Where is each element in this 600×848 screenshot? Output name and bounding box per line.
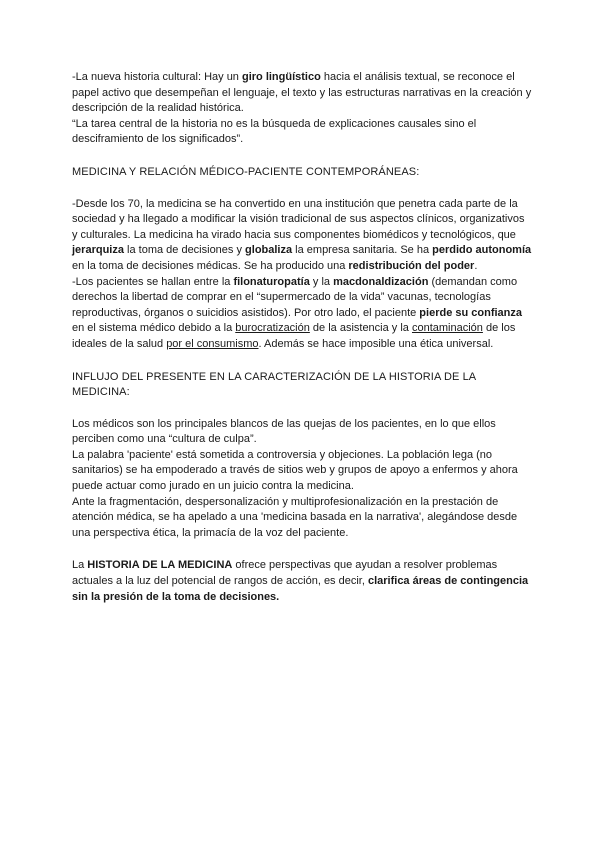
paragraph-cultural-history	[72, 70, 532, 117]
underlined-term: burocratización	[235, 322, 310, 335]
text-run: .	[474, 259, 478, 272]
underlined-term: contaminación	[411, 322, 483, 335]
bold-term: perdido autonomía	[432, 244, 532, 257]
bold-term: pierde su confianza	[419, 306, 522, 319]
spacer	[72, 353, 532, 370]
underlined-term: por el consumismo	[166, 337, 259, 350]
spacer	[72, 401, 532, 417]
text-run: -La nueva historia cultural: Hay un	[72, 71, 242, 83]
text-run: (demandan como derechos la libertad de comprar en el “supermercado de la vida” vacunas, tecnologías reproductivas, órganos o suicidios asistidos). Por otro lado, el paciente	[72, 275, 518, 319]
paragraph-medicine-institution	[72, 197, 532, 275]
spacer	[72, 148, 532, 165]
bold-term: globaliza	[245, 244, 293, 257]
text-run: en el sistema médico debido a la	[72, 322, 236, 335]
spacer	[72, 181, 532, 197]
bold-term: filonaturopatía	[233, 275, 310, 288]
text-run: La	[72, 559, 88, 572]
text-run: de los ideales de la salud	[72, 322, 516, 350]
bold-term: redistribución del poder	[348, 259, 475, 272]
paragraph-doctors: Los médicos son los principales blancos de las quejas de los pacientes, en lo que ellos perciben como una “cultura de culpa”.	[72, 417, 496, 446]
paragraph-patients	[72, 275, 532, 353]
document-page	[72, 70, 532, 605]
text-run: . Además se hace imposible una ética universal.	[258, 337, 494, 350]
paragraph-fragmentation: Ante la fragmentación, despersonalización y multiprofesionalización en la prestación de atención médica, se ha apelado a una 'medicina basada en la narrativa', alegándose desde una perspectiva ética, la primacía de la voz del paciente.	[72, 495, 518, 539]
text-run: la toma de decisiones y	[123, 244, 246, 257]
paragraph-patient-word: La palabra 'paciente' está sometida a controversia y objeciones. La población lega (no sanitarios) se ha empoderado a través de sitios web y grupos de apoyo a enfermos y ahora puede actuar como jurado en un juicio contra la medicina.	[72, 448, 518, 493]
text-run: ofrece perspectivas que ayudan a resolver problemas actuales a la luz del potencial de rangos de acción, es decir,	[72, 559, 498, 588]
text-run: de la asistencia y la	[309, 322, 412, 335]
bold-term: macdonaldización	[333, 275, 429, 288]
text-run: hacia el análisis textual, se reconoce el papel activo que desempeñan el lenguaje, el texto y las estructuras narrativas en la creación y descripción de la realidad histórica.	[72, 71, 532, 115]
bold-term: giro lingüístico	[241, 71, 321, 83]
text-run: en la toma de decisiones médicas. Se ha producido una	[72, 259, 349, 272]
text-run: -Los pacientes se hallan entre la	[72, 275, 234, 288]
text-run: la empresa sanitaria. Se ha	[292, 244, 433, 257]
text-run: -Desde los 70, la medicina se ha convertido en una institución que penetra cada parte de la sociedad y ha llegado a modificar la visión tradicional de sus aspectos clínicos, organizativos y culturales. La medicina ha virado hacia sus componentes biomédicos y tecnológicos, que	[72, 197, 525, 241]
section-heading-medicina: MEDICINA Y RELACIÓN MÉDICO-PACIENTE CONTEMPORÁNEAS:	[72, 165, 420, 178]
bold-term: HISTORIA DE LA MEDICINA	[87, 559, 233, 572]
text-run: y la	[309, 275, 334, 288]
section-heading-influjo: INFLUJO DEL PRESENTE EN LA CARACTERIZACIÓN DE LA HISTORIA DE LA MEDICINA:	[72, 370, 476, 399]
paragraph-quote: “La tarea central de la historia no es la búsqueda de explicaciones causales sino el desciframiento de los significados”.	[72, 117, 477, 146]
bold-term: jerarquiza	[72, 244, 124, 257]
bold-term: clarifica áreas de contingencia sin la presión de la toma de decisiones.	[72, 575, 529, 603]
paragraph-history-of-medicine	[72, 558, 532, 605]
spacer	[72, 541, 532, 558]
